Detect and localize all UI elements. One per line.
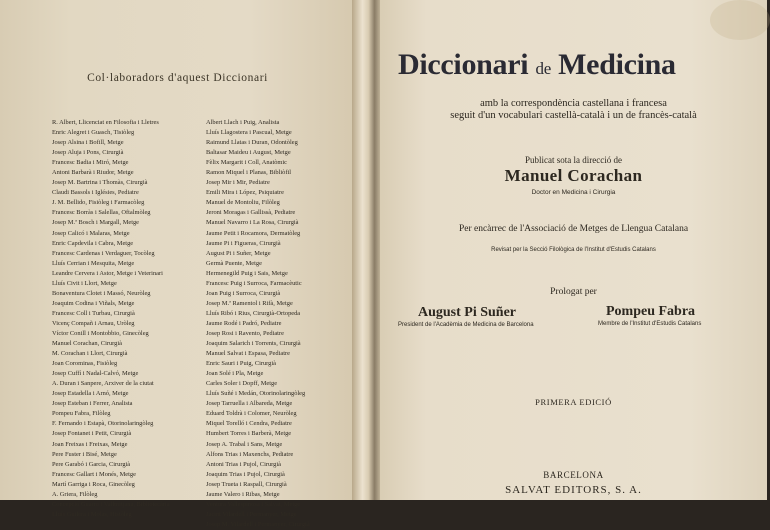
collaborator-entry: Enric Alegret i Guasch, Tisiòleg: [52, 129, 135, 137]
collaborator-entry: August Pi i Suñer, Metge: [206, 249, 271, 257]
collaborator-entry: Jacint Vilardell i Permanyer, Metge: [206, 510, 297, 518]
collaborator-entry: Hermenegild Puig i Sais, Metge: [206, 269, 288, 277]
publisher-name: SALVAT EDITORS, S. A.: [505, 484, 642, 496]
collaborator-entry: Enric Capdevila i Cabra, Metge: [52, 239, 134, 247]
collaborator-entry: Francesc Puig i Surroca, Farmacèutic: [206, 279, 302, 287]
collaborator-entry: Jaume Pi i Figueras, Cirurgià: [206, 239, 281, 247]
collaborator-entry: Joan Corominas, Fisiòleg: [52, 360, 118, 368]
prologuist-2-name: Pompeu Fabra: [606, 304, 696, 319]
collaborator-entry: Josep Estadella i Arnó, Metge: [52, 390, 129, 398]
author-name: Manuel Corachan: [504, 166, 643, 185]
collaborator-entry: Josep Rosi i Ravento, Pediatre: [206, 329, 284, 337]
collaborators-column-1: [52, 118, 170, 520]
collaborator-entry: Joan Solé i Pla, Metge: [206, 370, 264, 378]
commission-line: Per encàrrec de l'Associació de Metges de Llengua Catalana: [458, 224, 689, 234]
collaborator-entry: J. M. Bellido, Fisiòleg i Farmacòleg: [52, 199, 145, 207]
collaborator-entry: Josep Calicó i Malaras, Metge: [52, 229, 130, 237]
collaborator-entry: Josep Aluja i Pons, Cirurgià: [52, 149, 124, 157]
collaborator-entry: Josep M.ª Bosch i Margall, Metge: [52, 219, 140, 227]
collaborator-entry: Josep Mir i Mir, Pediatre: [206, 179, 270, 187]
collaborator-entry: Ventura Vallespinosa i Salvat, Metge: [206, 500, 301, 508]
collaborator-entry: Francesc Badia i Miró, Metge: [52, 159, 129, 167]
collaborator-entry: Josep Fontanet i Petit, Cirurgià: [52, 430, 132, 438]
collaborator-entry: A. Griera, Filòleg: [52, 490, 98, 498]
collaborator-entry: Manuel Navarro i La Rosa, Cirurgià: [206, 219, 299, 227]
edition-label: PRIMERA EDICIÓ: [535, 397, 612, 407]
collaborator-entry: Joaquim Trias i Pujol, Cirurgià: [206, 470, 285, 478]
collaborator-entry: Antoni Trias i Pujol, Cirurgià: [206, 460, 281, 468]
collaborator-entry: Pere Fuster i Bisé, Metge: [52, 450, 117, 458]
collaborator-entry: R. Albert, Llicenciat en Filosofia i Lletres: [52, 119, 159, 126]
collaborator-entry: Carles Soler i Dopff, Metge: [206, 380, 278, 388]
collaborator-entry: Francesc Coll i Turbau, Cirurgià: [52, 309, 135, 317]
revised-line: Revisat per la Secció Filològica de l'Institut d'Estudis Catalans: [491, 247, 656, 253]
subtitle-line-2: seguit d'un vocabulari castellà-català i un de francès-català: [450, 110, 697, 121]
collaborator-entry: Lluís Cerrian i Mesquita, Metge: [52, 259, 135, 267]
collaborator-entry: F. Fernando i Estapà, Otorinolaringòleg: [52, 420, 154, 428]
collaborator-entry: Lluís Llagostera i Pascual, Metge: [206, 129, 292, 137]
subtitle-line-1: amb la correspondència castellana i francesa: [480, 98, 667, 109]
collaborator-entry: Miquel Torelló i Cendra, Pediatre: [206, 420, 292, 428]
collaborator-entry: Leandre Cervera i Astor, Metge i Veterinari: [52, 269, 163, 277]
collaborator-entry: Josep Tarruella i Albareda, Metge: [206, 400, 293, 408]
collaborator-entry: Manuel Salvat i Espasa, Pediatre: [206, 350, 290, 358]
left-page: [0, 0, 355, 528]
collaborator-entry: Vicenç Compañ i Arnau, Uròleg: [52, 319, 135, 327]
book-title: Diccionari de Medicina: [398, 48, 676, 81]
collaborator-entry: Joan Freixas i Freixas, Metge: [52, 440, 128, 448]
collaborator-entry: Joaquim Codina i Viñals, Metge: [52, 299, 135, 307]
collaborator-entry: Lluís Suñé i Medán, Otorinolaringòleg: [206, 390, 306, 398]
prologuist-2-role: Membre de l'Institut d'Estudis Catalans: [598, 321, 702, 327]
collaborator-entry: Josep Trueta i Raspall, Cirurgià: [206, 480, 287, 488]
publisher-city: BARCELONA: [543, 470, 604, 480]
collaborator-entry: Josep A. Trabal i Sans, Metge: [206, 440, 283, 448]
collaborator-entry: Baltasar Maideu i August, Metge: [206, 149, 291, 157]
collaborator-entry: Humbert Torres i Barberà, Metge: [206, 430, 292, 438]
author-role: Doctor en Medicina i Cirurgia: [531, 189, 616, 196]
collaborator-entry: Víctor Conill i Montobbio, Ginecòleg: [52, 329, 149, 337]
collaborator-entry: Josep M.ª Ramentol i Rifà, Metge: [206, 299, 293, 307]
collaborator-entry: Pompeu Fabra, Filòleg: [52, 410, 111, 418]
collaborator-entry: Lluís Guilera i Molas, Històleg: [52, 510, 132, 518]
collaborator-entry: M. Corachan i Llort, Cirurgià: [52, 350, 128, 358]
collaborator-entry: Ramon Miquel i Planas, Bibliòfil: [206, 169, 292, 177]
collaborator-entry: Martí Garriga i Roca, Ginecòleg: [52, 480, 135, 488]
collaborator-entry: Jaume Valero i Ribas, Metge: [206, 490, 280, 498]
collaborator-entry: Eduard Toldrà i Colomer, Neuròleg: [206, 410, 297, 418]
collaborator-entry: Francesc Borràs i Salellas, Oftalmòleg: [52, 209, 151, 217]
collaborator-entry: Francesc Gallart i Monés, Metge: [52, 470, 136, 478]
collaborators-column-2: [206, 118, 310, 530]
collaborator-entry: Josep Cuffí i Nadal-Calvó, Metge: [52, 370, 139, 378]
collaborator-entry: Enric Sauri i Puig, Cirurgià: [206, 360, 276, 368]
collaborator-entry: Lluís Ribó i Rius, Cirurgià-Ortopeda: [206, 309, 301, 317]
collaborator-entry: A. Duran i Sanpere, Arxiver de la ciutat: [52, 380, 154, 388]
collaborator-entry: Joan Puig i Surroca, Cirurgià: [206, 289, 281, 297]
collaborator-entry: Joaquim Salarich i Torrents, Cirurgià: [206, 340, 301, 348]
collaborator-entry: Jaume Rodé i Padró, Pediatre: [206, 319, 282, 327]
collaborator-entry: Pere Garabó i Garcia, Cirurgià: [52, 460, 131, 468]
collaborator-entry: Manuel Corachan, Cirurgià: [52, 340, 122, 348]
collaborators-heading: Col·laboradors d'aquest Diccionari: [87, 72, 268, 84]
prologuist-1-name: August Pi Suñer: [418, 305, 517, 320]
collaborator-entry: Josep M. Bartrina i Thomàs, Cirurgià: [52, 179, 148, 187]
collaborator-entry: Antoni Barbarà i Riudor, Metge: [52, 169, 134, 177]
collaborator-entry: Bonaventura Clotet i Massó, Neuròleg: [52, 289, 151, 297]
collaborator-entry: Lluís Civit i Llort, Metge: [52, 279, 117, 287]
collaborator-entry: Josep Esteban i Ferrer, Analista: [52, 400, 133, 408]
collaborator-entry: Jeroni Moragas i Gallissà, Pediatre: [206, 209, 296, 217]
collaborator-entry: Fèlix Margarit i Coll, Anatòmic: [206, 159, 287, 167]
collaborator-entry: Albert Llach i Puig, Analista: [206, 119, 280, 126]
collaborator-entry: Josep M. Vilardell i Permanyer, Cirurgià: [206, 520, 310, 528]
published-under-label: Publicat sota la direcció de: [525, 155, 622, 165]
collaborator-entry: Concepció Guarro i Vallmitjana, Bibliotecària: [52, 500, 170, 508]
collaborator-entry: Raimund Llatas i Duran, Odontòleg: [206, 139, 298, 147]
collaborator-entry: Jaume Petit i Rocamora, Dermatòleg: [206, 229, 301, 237]
collaborator-entry: Emili Mira i López, Psiquiatre: [206, 189, 284, 197]
prologue-label: Prologat per: [550, 287, 597, 297]
collaborator-entry: Germà Puente, Metge: [206, 259, 262, 267]
collaborator-entry: Alfons Trias i Maxenchs, Pediatre: [206, 450, 294, 458]
prologuist-1-role: President de l'Acadèmia de Medicina de Barcelona: [398, 322, 534, 328]
collaborator-entry: Josep Alsina i Bofill, Metge: [52, 139, 124, 147]
collaborator-entry: Claudi Bassols i Iglésies, Pediatre: [52, 189, 139, 197]
collaborator-entry: Francesc Cardenas i Verdaguer, Tocòleg: [52, 249, 155, 257]
book-spine-gutter: [352, 0, 382, 500]
collaborator-entry: Manuel de Montoliu, Filòleg: [206, 199, 280, 207]
